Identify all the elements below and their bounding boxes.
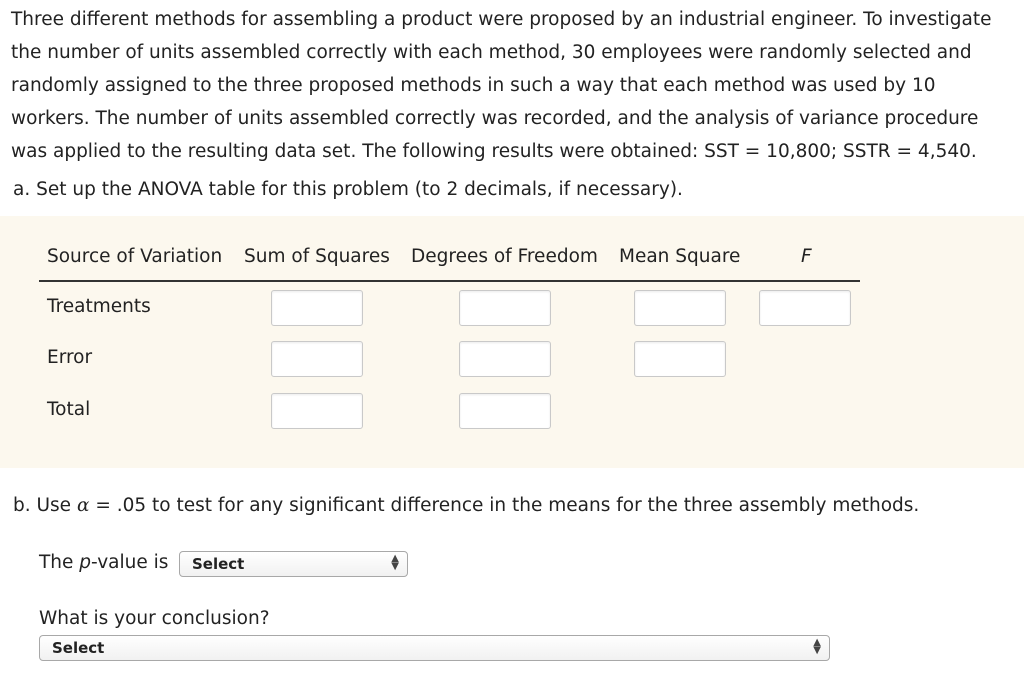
total-df-input[interactable] — [459, 393, 551, 429]
header-sum-of-squares: Sum of Squares — [244, 246, 390, 267]
part-b-prefix: b. Use — [13, 495, 72, 516]
part-b-suffix: = .05 to test for any significant difference in the means for the three assembly methods. — [89, 495, 920, 516]
pvalue-select[interactable] — [179, 551, 408, 577]
anova-table — [0, 216, 1024, 468]
part-b-instruction — [13, 490, 919, 522]
row-label-total: Total — [47, 399, 91, 420]
header-mean-square: Mean Square — [619, 246, 741, 267]
error-ms-input[interactable] — [634, 341, 726, 377]
pvalue-question — [39, 548, 168, 578]
error-ss-input[interactable] — [271, 341, 363, 377]
pvalue-label-suffix: -value is — [91, 552, 169, 573]
header-f: F — [801, 246, 812, 267]
pvalue-select-value: Select — [192, 555, 245, 573]
total-ss-input[interactable] — [271, 393, 363, 429]
treatments-ms-input[interactable] — [634, 290, 726, 326]
pvalue-label-italic: p — [79, 552, 92, 573]
conclusion-select[interactable] — [39, 635, 830, 661]
header-divider — [39, 280, 860, 282]
treatments-f-input[interactable] — [759, 290, 851, 326]
pvalue-label-prefix: The — [39, 552, 80, 573]
error-df-input[interactable] — [459, 341, 551, 377]
select-arrows-icon: ▲ ▼ — [813, 637, 821, 656]
header-degrees-of-freedom: Degrees of Freedom — [411, 246, 598, 267]
conclusion-select-value: Select — [52, 639, 105, 657]
part-a-instruction: a. Set up the ANOVA table for this problem (to 2 decimals, if necessary). — [13, 179, 683, 200]
conclusion-question: What is your conclusion? — [39, 608, 270, 629]
row-label-error: Error — [47, 347, 93, 368]
alpha-symbol: α — [76, 495, 90, 516]
select-arrows-icon: ▲ ▼ — [391, 553, 399, 572]
treatments-ss-input[interactable] — [271, 290, 363, 326]
treatments-df-input[interactable] — [459, 290, 551, 326]
row-label-treatments: Treatments — [47, 296, 151, 317]
header-source-of-variation: Source of Variation — [47, 246, 223, 267]
problem-statement: Three different methods for assembling a product were proposed by an industrial engineer. To investigate the number of units assembled correctly with each method, 30 employees were randomly selected and randomly assigned to the three proposed methods in such a way that each method was used by 10 workers. The number of units assembled correctly was recorded, and the analysis of variance procedure was applied to the resulting data set. The following results were obtained: SST = 10,800; SSTR = 4,540. — [11, 9, 992, 162]
